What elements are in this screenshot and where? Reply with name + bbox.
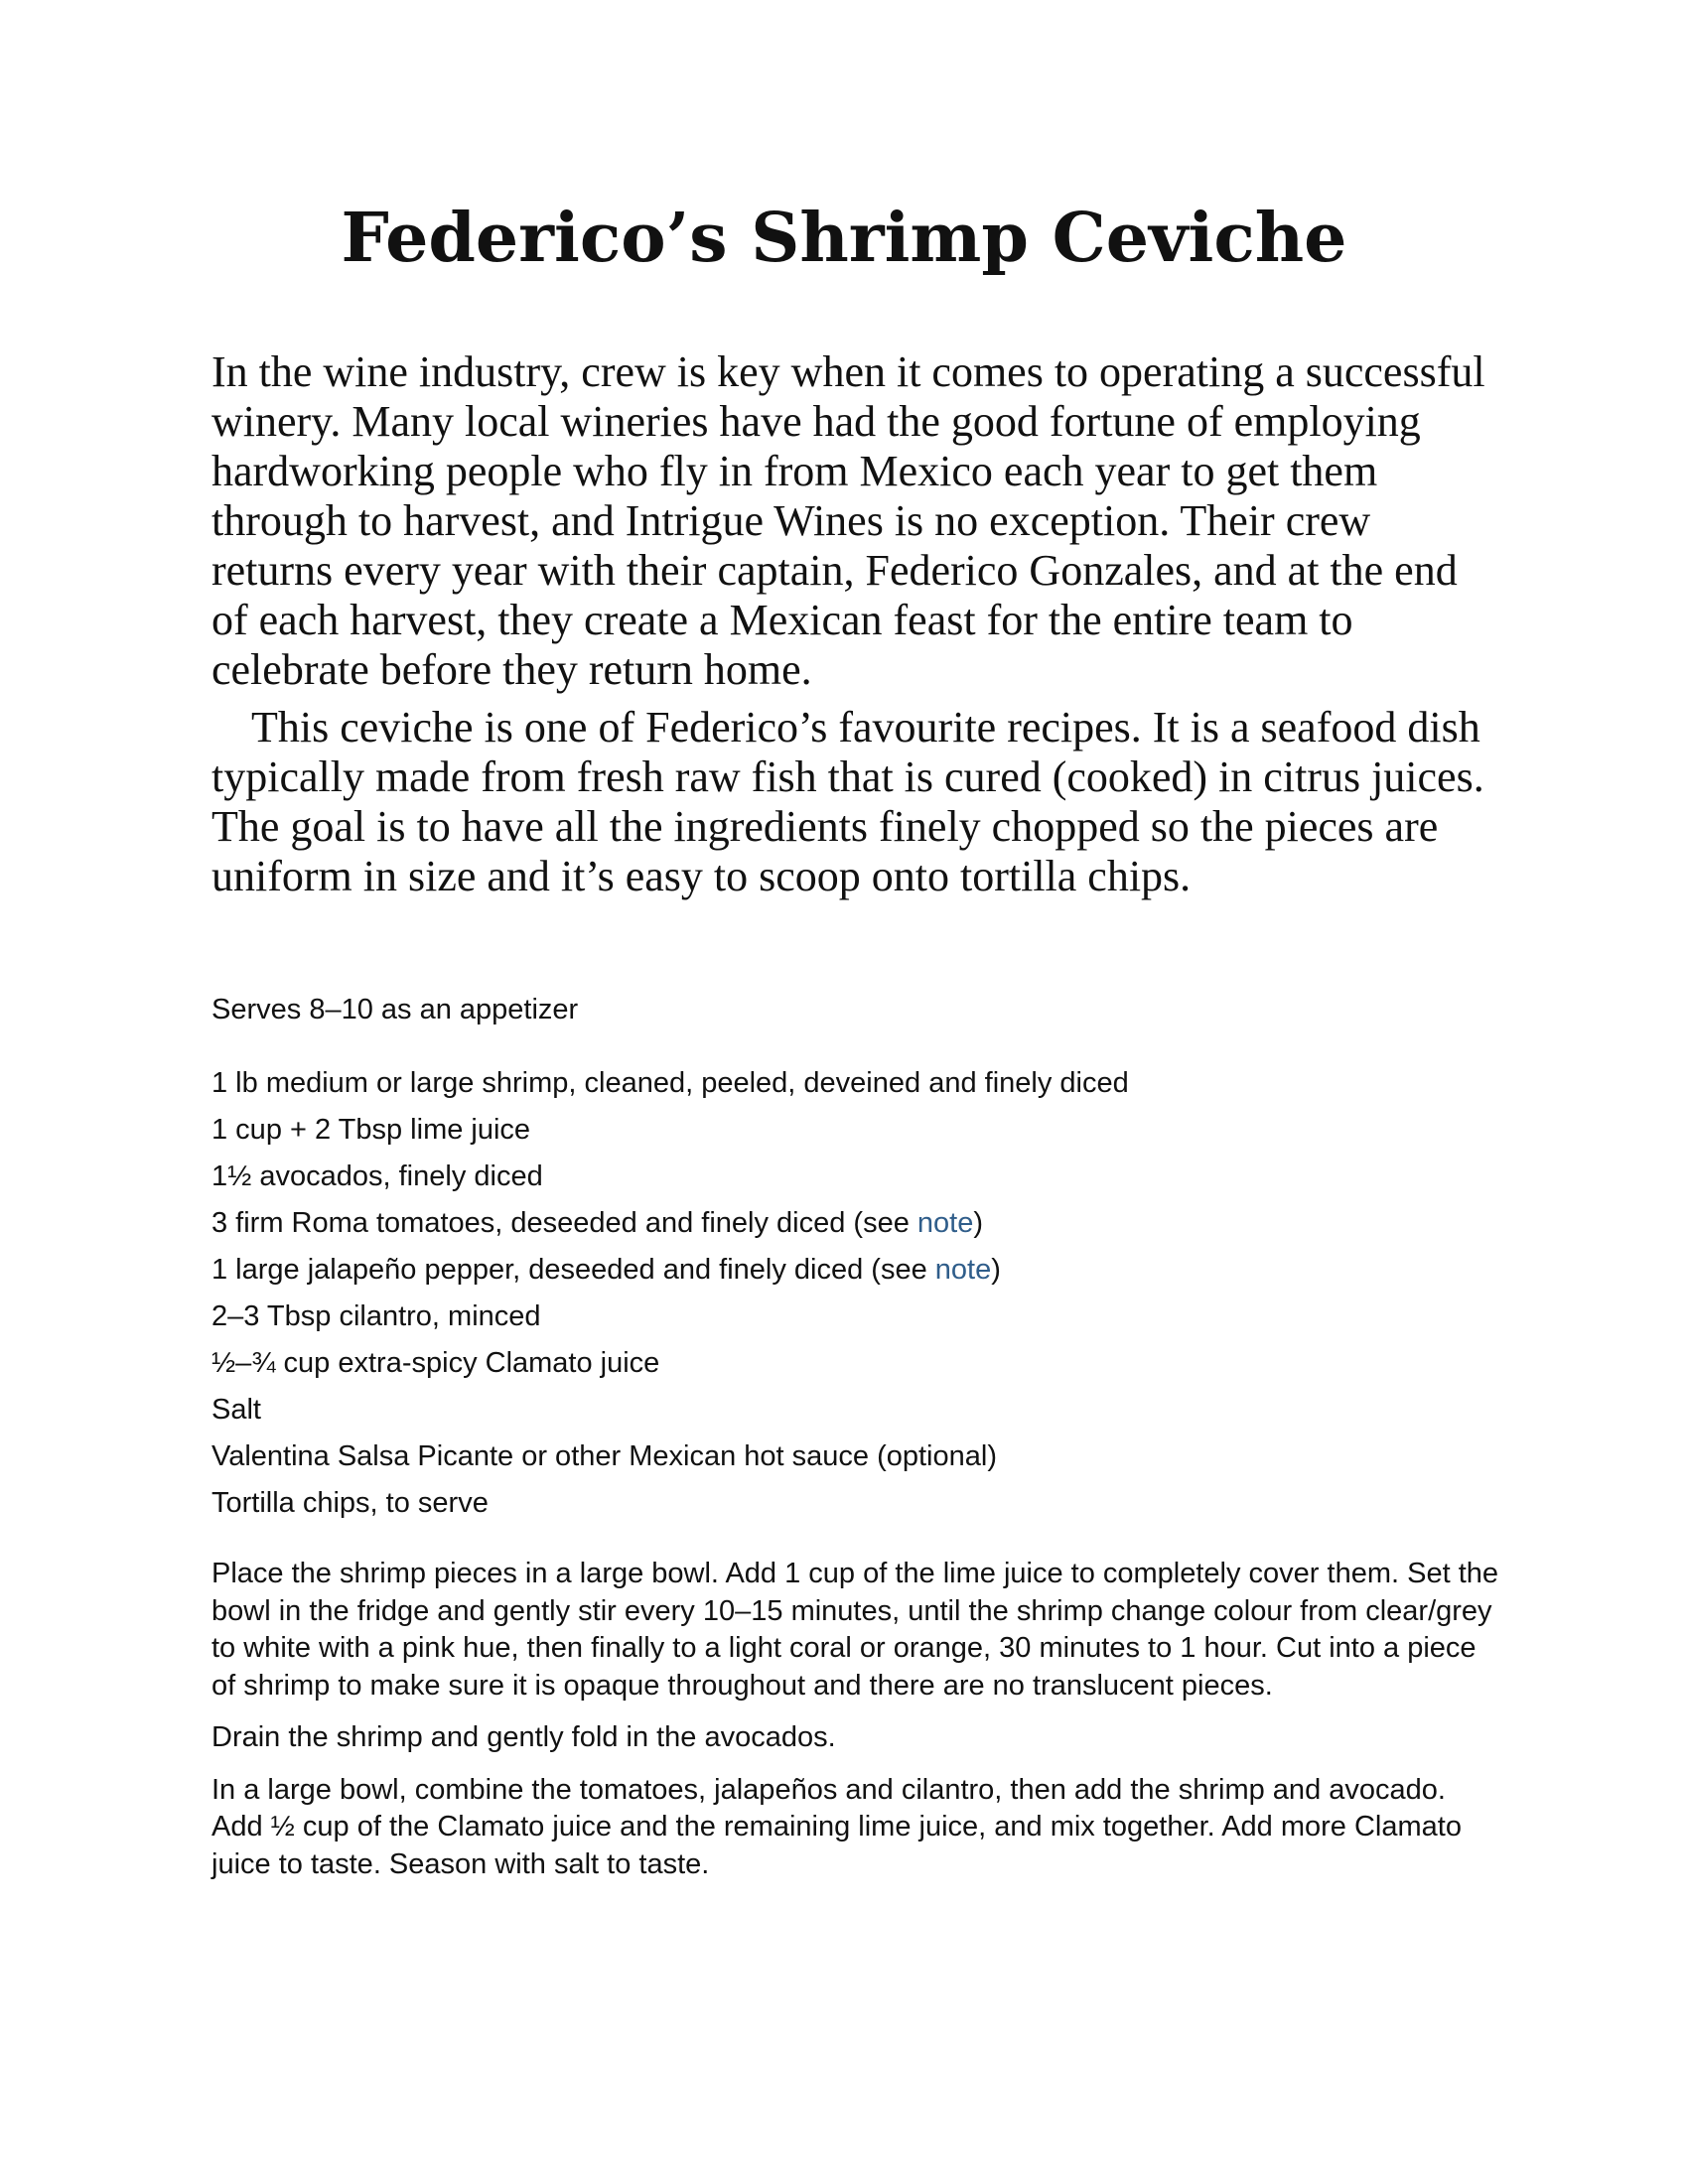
ingredient-text: 1 large jalapeño pepper, deseeded and finely diced (see	[211, 1254, 935, 1286]
ingredient-item: Salt	[211, 1394, 261, 1426]
ingredient-item	[211, 1247, 1502, 1294]
ingredient-item: 1 lb medium or large shrimp, cleaned, peeled, deveined and finely diced	[211, 1067, 1129, 1099]
ingredient-item: 1½ avocados, finely diced	[211, 1160, 543, 1192]
note-link[interactable]: note	[934, 1254, 992, 1286]
method-step-2: Drain the shrimp and gently fold in the avocados.	[211, 1721, 836, 1753]
intro-section	[211, 347, 1492, 901]
ingredient-text-end: )	[973, 1207, 984, 1239]
ingredient-item	[211, 1200, 1502, 1247]
ingredient-text: 3 firm Roma tomatoes, deseeded and finely diced (see	[211, 1207, 917, 1239]
recipe-section	[211, 987, 1502, 1898]
ingredient-item: 1 cup + 2 Tbsp lime juice	[211, 1114, 531, 1146]
ingredient-text-end: )	[991, 1254, 1001, 1286]
serves-line: Serves 8–10 as an appetizer	[211, 994, 579, 1025]
ingredients-list	[211, 1060, 1502, 1527]
method-step-3: In a large bowl, combine the tomatoes, jalapeños and cilantro, then add the shrimp and avocado. Add ½ cup of the Clamato juice and the remaining lime juice, and mix together. Add more Clamato juice to taste. Season with salt to taste.	[211, 1773, 1462, 1880]
ingredient-item: Tortilla chips, to serve	[211, 1487, 489, 1519]
recipe-title: Federico’s Shrimp Ceviche	[341, 199, 1347, 278]
ingredient-item: 2–3 Tbsp cilantro, minced	[211, 1300, 541, 1332]
intro-paragraph-1: In the wine industry, crew is key when it comes to operating a successful winery. Many local wineries have had the good fortune of employing hardworking people who fly in from Mexico each year to get them through to harvest, and Intrigue Wines is no exception. Their crew returns every year with their captain, Federico Gonzales, and at the end of each harvest, they create a Mexican feast for the entire team to celebrate before they return home.	[211, 347, 1485, 694]
method-section	[211, 1556, 1502, 1883]
method-step-1: Place the shrimp pieces in a large bowl. Add 1 cup of the lime juice to completely cover them. Set the bowl in the fridge and gently stir every 10–15 minutes, until the shrimp change colour from clear/grey to white with a pink hue, then finally to a light coral or orange, 30 minutes to 1 hour. Cut into a piece of shrimp to make sure it is opaque throughout and there are no translucent pieces.	[211, 1558, 1499, 1702]
ingredient-item: Valentina Salsa Picante or other Mexican hot sauce (optional)	[211, 1440, 997, 1472]
ingredient-item: ½–¾ cup extra-spicy Clamato juice	[211, 1347, 660, 1379]
note-link[interactable]: note	[916, 1207, 974, 1239]
intro-paragraph-2: This ceviche is one of Federico’s favourite recipes. It is a seafood dish typically made from fresh raw fish that is cured (cooked) in citrus juices. The goal is to have all the ingredients finely chopped so the pieces are uniform in size and it’s easy to scoop onto tortilla chips.	[211, 703, 1484, 900]
